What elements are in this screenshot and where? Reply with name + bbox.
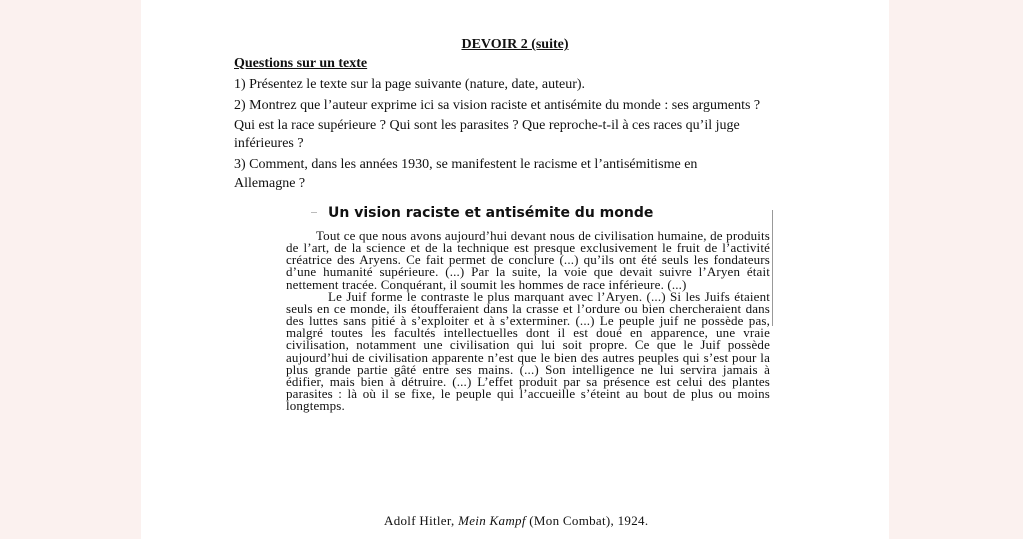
question-line: Allemagne ? xyxy=(234,176,306,191)
excerpt-title: Un vision raciste et antisémite du monde xyxy=(328,205,654,221)
decorative-dash xyxy=(311,212,317,213)
margin-rule xyxy=(772,210,773,326)
citation-author: Adolf Hitler, xyxy=(384,513,455,528)
questions-heading: Questions sur un texte xyxy=(234,56,368,71)
question-line: inférieures ? xyxy=(234,136,304,151)
question-line: 2) Montrez que l’auteur exprime ici sa vision raciste et antisémite du monde : ses arguments ? xyxy=(234,98,761,113)
excerpt-body xyxy=(286,230,770,412)
question-line: 1) Présentez le texte sur la page suivante (nature, date, auteur). xyxy=(234,77,586,92)
page-title: DEVOIR 2 (suite) xyxy=(461,37,569,52)
citation-work: Mein Kampf xyxy=(458,513,526,528)
document-page xyxy=(141,0,889,539)
question-line: 3) Comment, dans les années 1930, se manifestent le racisme et l’antisémitisme en xyxy=(234,157,698,172)
excerpt-paragraph-1: Tout ce que nous avons aujourd’hui devant nous de civilisation humaine, de produits de l’art, de la science et de la technique est presque exclusivement le fruit de l’activité créatrice des Aryens. Ce fait permet de conclure (...) qu’ils ont été seuls les fondateurs d’une humanité supérieure. (...) Par la suite, la voie que devait suivre l’Aryen était nettement tracée. Conquérant, il soumit les hommes de race inférieure. (...) xyxy=(286,228,770,292)
citation-rest: (Mon Combat), 1924. xyxy=(529,513,649,528)
excerpt-paragraph-2: Le Juif forme le contraste le plus marquant avec l’Aryen. (...) Si les Juifs étaient seuls en ce monde, ils étoufferaient dans la crasse et l’ordure ou bien chercheraient dans des luttes sans pitié à s’exploiter et à s’exterminer. (...) Le peuple juif ne possède pas, malgré toutes les facultés intellectuelles dont il est doué en apparence, une vraie civilisation, notamment une civilisation qui lui soit propre. Ce que le Juif possède aujourd’hui de civilisation apparente n’est que le bien des autres peuples qui s’est pour la plus grande partie gâté entre ses mains. (...) Son intelligence ne lui servira jamais à édifier, mais bien à détruire. (...) L’effet produit par sa présence est celui des plantes parasites : là où il se fixe, le peuple qui l’accueille s’éteint au bout de plus ou moins longtemps. xyxy=(286,288,770,414)
question-line: Qui est la race supérieure ? Qui sont les parasites ? Que reproche-t-il à ces races qu’il juge xyxy=(234,118,740,133)
excerpt-citation xyxy=(384,513,648,529)
